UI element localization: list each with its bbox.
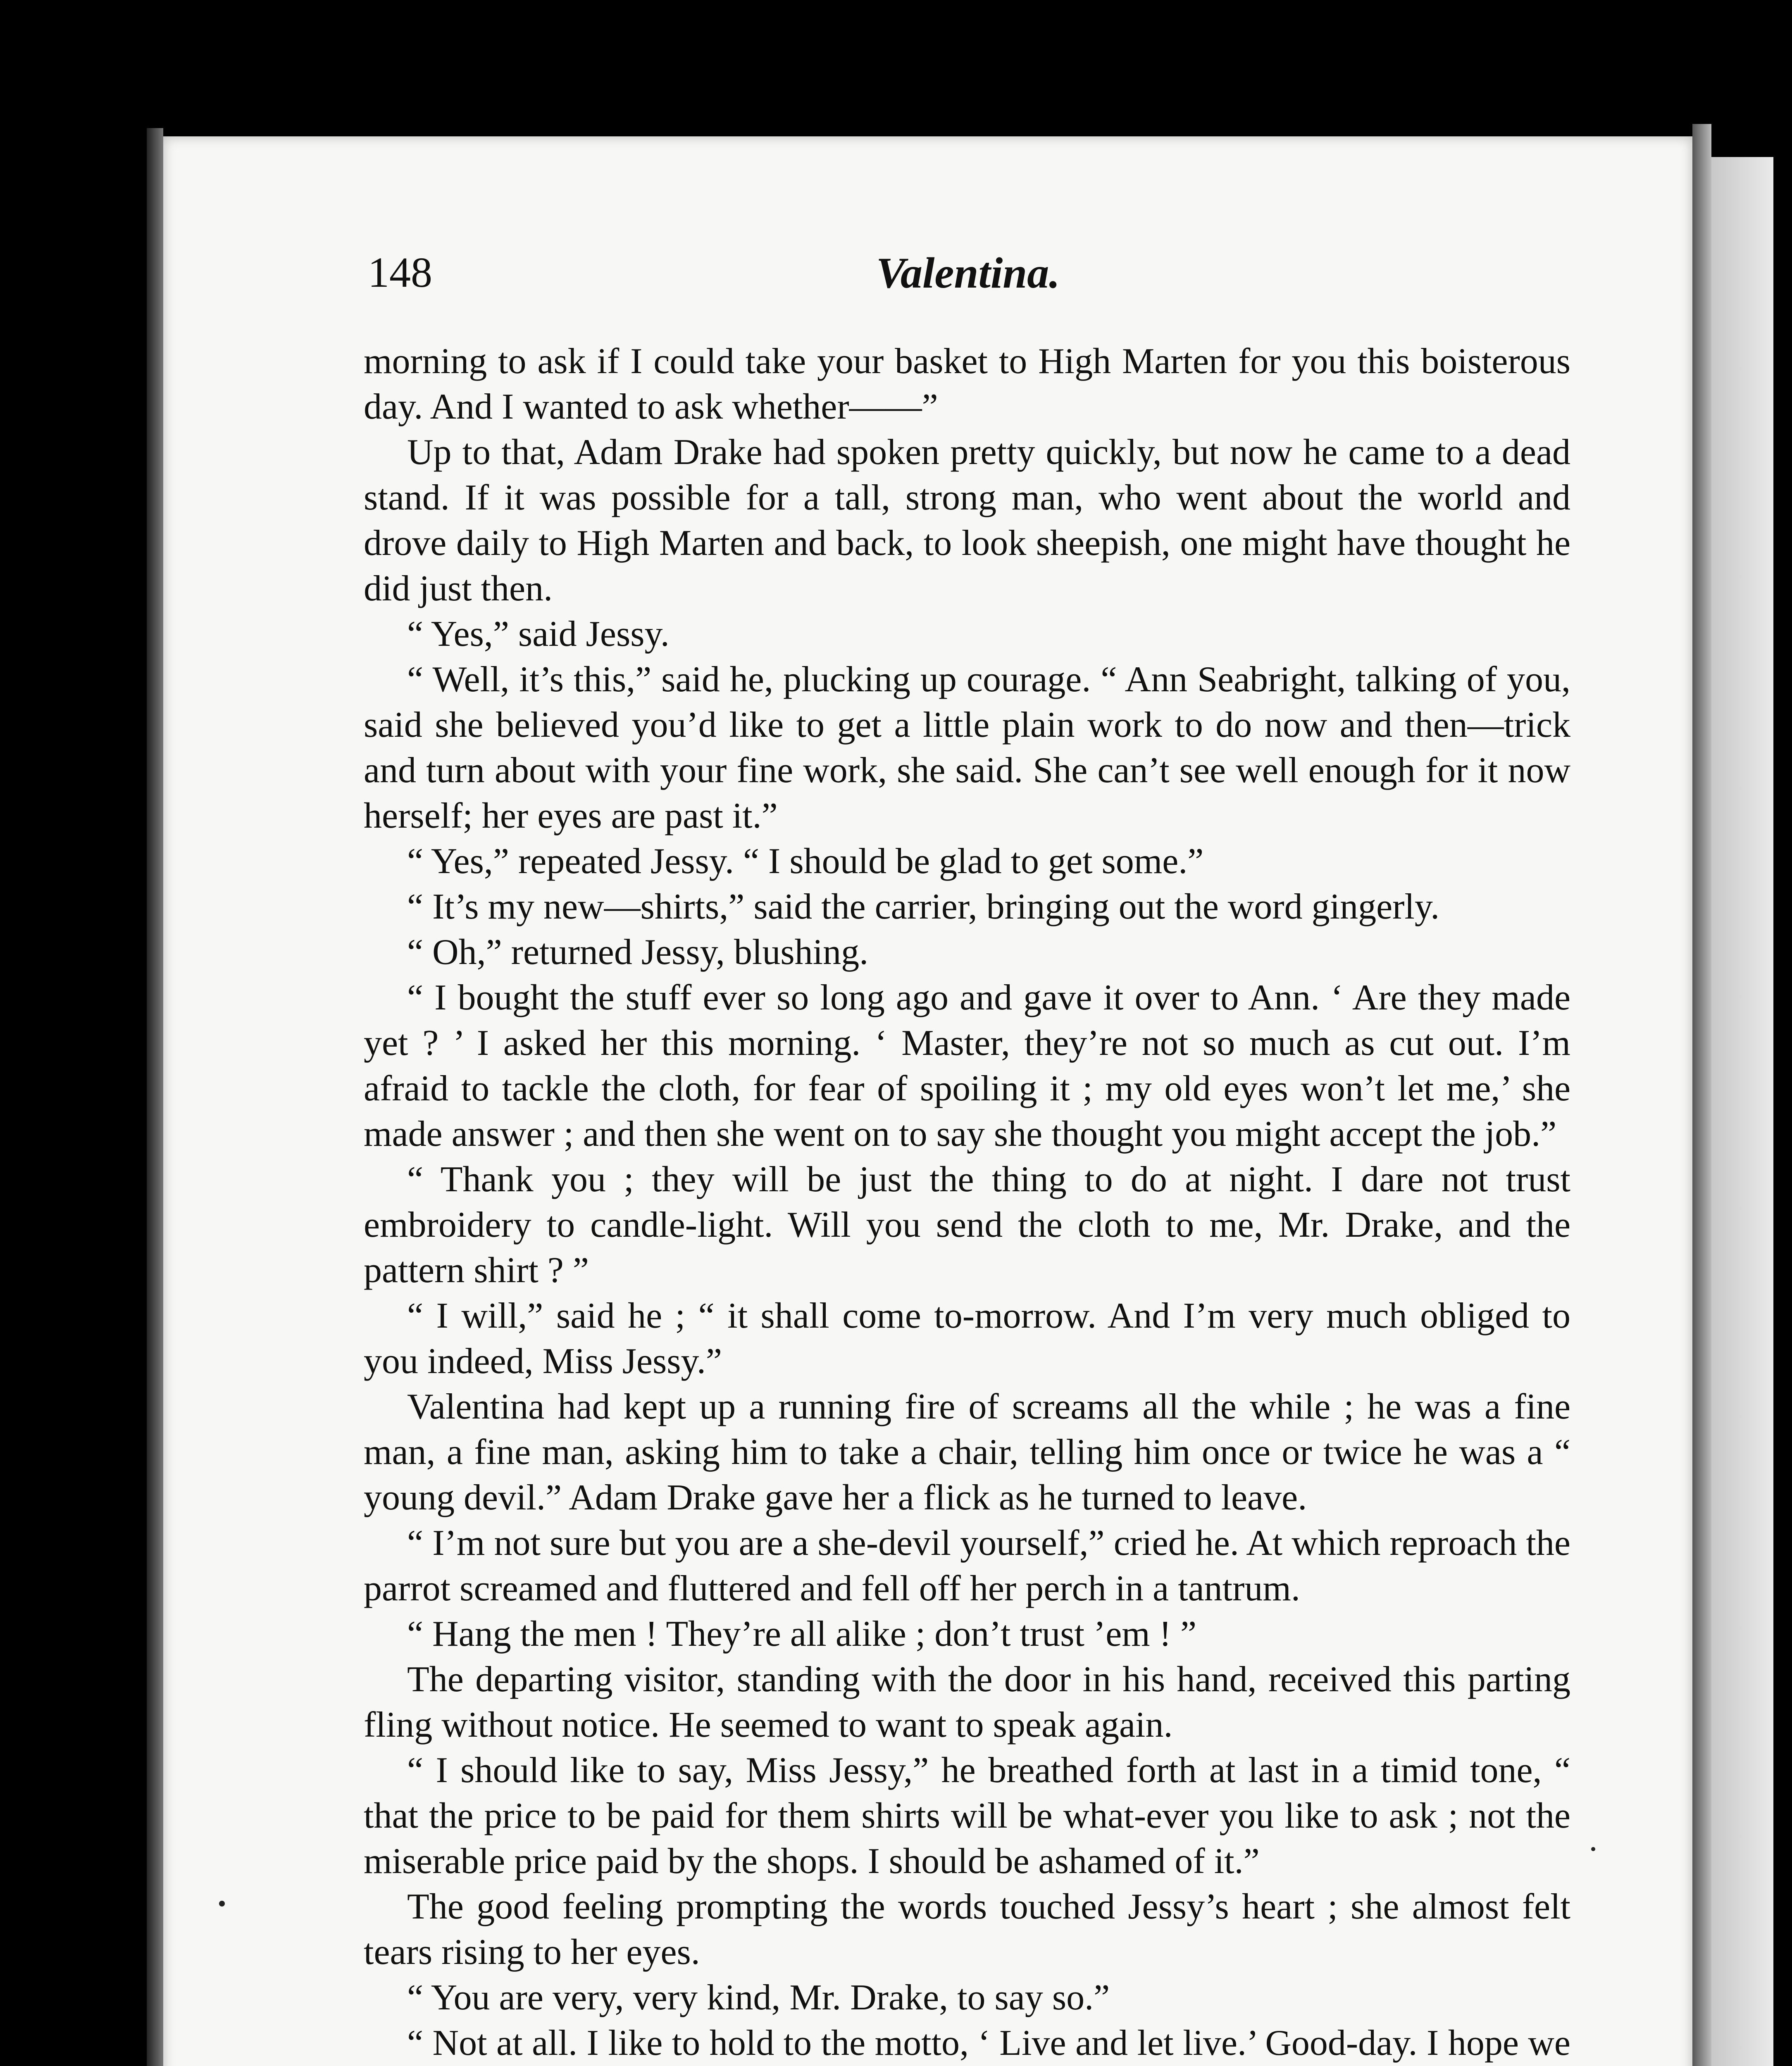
paragraph: “ Thank you ; they will be just the thing to do at night. I dare not trust embroidery to candle-light. Will you send the cloth to me, Mr. Drake, and the pattern shirt ? ” bbox=[364, 1159, 1570, 1290]
paragraph: “ Hang the men ! They’re all alike ; don’t trust ’em ! ” bbox=[407, 1614, 1197, 1654]
body-text bbox=[364, 339, 1570, 2066]
facing-page-edge bbox=[1711, 157, 1773, 2066]
paragraph: The good feeling prompting the words touched Jessy’s heart ; she almost felt tears rising to her eyes. bbox=[364, 1887, 1570, 1972]
paragraph: The departing visitor, standing with the door in his hand, received this parting fling without notice. He seemed to want to speak again. bbox=[364, 1659, 1570, 1745]
paragraph: “ Oh,” returned Jessy, blushing. bbox=[407, 932, 869, 972]
scan-speck bbox=[1591, 1847, 1595, 1851]
paragraph: “ I will,” said he ; “ it shall come to-morrow. And I’m very much obliged to you indeed, Miss Jessy.” bbox=[364, 1296, 1570, 1381]
paragraph: “ It’s my new—shirts,” said the carrier, bringing out the word gingerly. bbox=[407, 887, 1440, 927]
paragraph: morning to ask if I could take your basket to High Marten for you this boisterous day. And I wanted to ask whether——” bbox=[364, 341, 1570, 427]
scan-speck bbox=[219, 1901, 225, 1907]
paragraph: “ You are very, very kind, Mr. Drake, to say so.” bbox=[407, 1978, 1110, 2018]
page-gutter-shadow bbox=[147, 128, 163, 2066]
paragraph: Up to that, Adam Drake had spoken pretty quickly, but now he came to a dead stand. If it was possible for a tall, strong man, who went about the world and drove daily to High Marten and back, to look sheepish, one might have thought he did just then. bbox=[364, 432, 1570, 609]
paragraph: “ I should like to say, Miss Jessy,” he breathed forth at last in a timid tone, “ that the price to be paid for them shirts will be what-ever you like to ask ; not the miserable price paid by the shops. I should be ashamed of it.” bbox=[364, 1750, 1570, 1881]
paragraph: “ I bought the stuff ever so long ago and gave it over to Ann. ‘ Are they made yet ? ’ I asked her this morning. ‘ Master, they’re not so much as cut out. I’m afraid to tackle the cloth, for fear of spoiling it ; my old eyes won’t let me,’ she made answer ; and then she went on to say she thought you might accept the job.” bbox=[364, 978, 1570, 1154]
running-title: Valentina. bbox=[876, 249, 1060, 297]
paragraph: “ Not at all. I like to hold to the motto, ‘ Live and let live.’ Good-day. I hope we bbox=[407, 2023, 1570, 2063]
paragraph: “ Yes,” said Jessy. bbox=[407, 614, 670, 654]
paragraph: “ I’m not sure but you are a she-devil yourself,” cried he. At which reproach the parrot screamed and fluttered and fell off her perch in a tantrum. bbox=[364, 1523, 1570, 1609]
paragraph: Valentina had kept up a running fire of screams all the while ; he was a fine man, a fine man, asking him to take a chair, telling him once or twice he was a “ young devil.” Adam Drake gave her a flick as he turned to leave. bbox=[364, 1387, 1570, 1518]
paragraph: “ Yes,” repeated Jessy. “ I should be glad to get some.” bbox=[407, 841, 1204, 881]
page-number: 148 bbox=[368, 249, 432, 296]
page-edge-shadow bbox=[1692, 124, 1711, 2066]
paragraph: “ Well, it’s this,” said he, plucking up courage. “ Ann Seabright, talking of you, said she believed you’d like to get a little plain work to do now and then—trick and turn about with your fine work, she said. She can’t see well enough for it now herself; her eyes are past it.” bbox=[364, 659, 1570, 836]
running-header bbox=[368, 244, 1570, 310]
